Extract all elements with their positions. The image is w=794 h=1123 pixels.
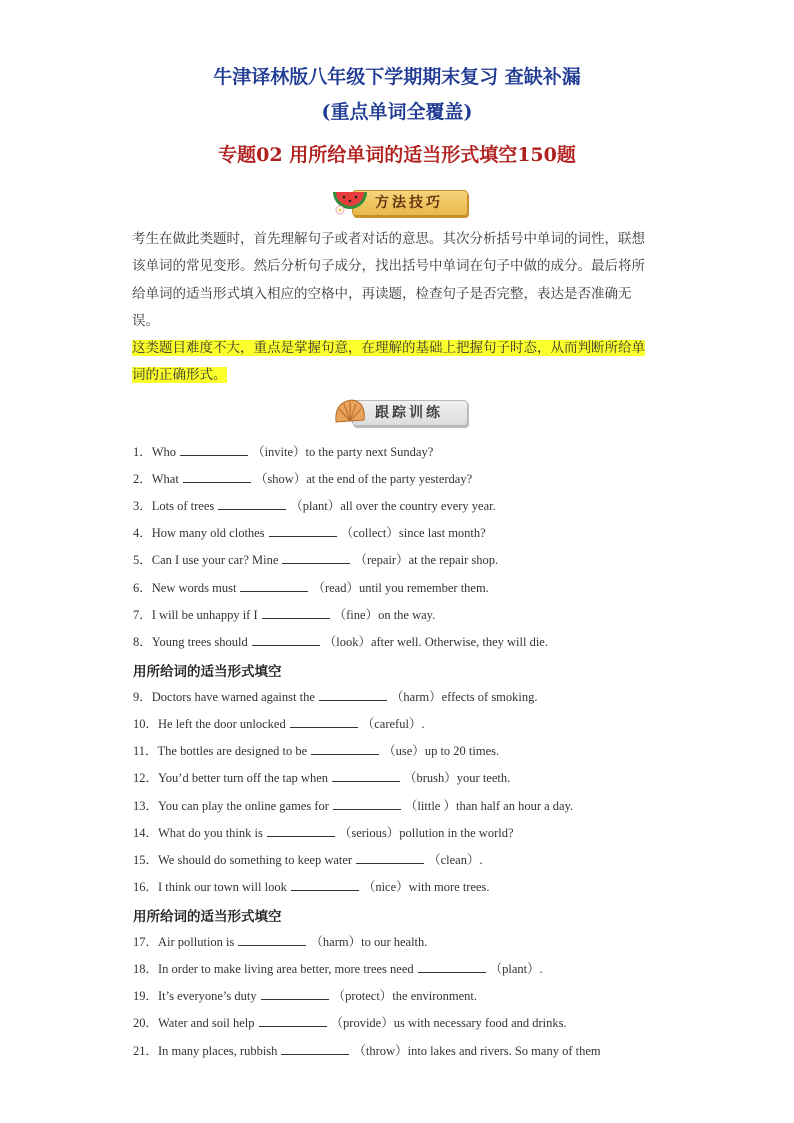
question-item <box>133 796 573 814</box>
answer-blank[interactable] <box>290 717 358 728</box>
answer-blank[interactable] <box>267 826 335 837</box>
given-word: （harm） <box>390 690 442 704</box>
given-word: （provide） <box>330 1016 394 1030</box>
given-word: （look） <box>323 635 371 649</box>
question-text: into lakes and rivers. So many of them <box>407 1044 601 1058</box>
question-item <box>133 850 483 868</box>
question-text: to the party next Sunday? <box>305 445 434 459</box>
question-text: . <box>479 853 483 867</box>
question-item <box>133 523 486 541</box>
question-text: 1．Who <box>133 445 177 459</box>
given-word: （serious） <box>338 826 400 840</box>
answer-blank[interactable] <box>356 853 424 864</box>
given-word: （use） <box>383 744 425 758</box>
question-text: 3．Lots of trees <box>133 499 215 513</box>
given-word: （clean） <box>428 853 480 867</box>
question-item <box>133 687 538 705</box>
question-item <box>133 959 543 977</box>
answer-blank[interactable] <box>333 799 401 810</box>
given-word: （protect） <box>332 989 393 1003</box>
question-text: 19．It’s everyone’s duty <box>133 989 257 1003</box>
question-text: 4．How many old clothes <box>133 526 265 540</box>
given-word: （plant） <box>489 962 540 976</box>
given-word: （read） <box>312 581 359 595</box>
given-word: （fine） <box>333 608 379 622</box>
question-item <box>133 768 510 786</box>
question-item <box>133 1041 601 1059</box>
question-text: 12．You’d better turn off the tap when <box>133 771 328 785</box>
given-word: （little ） <box>404 799 456 813</box>
document-subtitle: (重点单词全覆盖) <box>321 101 473 123</box>
question-text: 8．Young trees should <box>133 635 248 649</box>
question-text: to our health. <box>361 935 428 949</box>
question-text: since last month? <box>398 526 486 540</box>
question-text: 10．He left the door unlocked <box>133 717 286 731</box>
question-item <box>133 550 498 568</box>
question-text: until you remember them. <box>358 581 489 595</box>
question-text: than half an hour a day. <box>455 799 574 813</box>
question-text: at the repair shop. <box>408 553 499 567</box>
question-text: 14．What do you think is <box>133 826 263 840</box>
question-text: 9．Doctors have warned against the <box>133 690 315 704</box>
question-text: 16．I think our town will look <box>133 880 287 894</box>
answer-blank[interactable] <box>311 744 379 755</box>
given-word: （collect） <box>340 526 399 540</box>
given-word: （repair） <box>354 553 409 567</box>
answer-blank[interactable] <box>259 1016 327 1027</box>
answer-blank[interactable] <box>183 472 251 483</box>
section-heading: 用所给词的适当形式填空 <box>133 909 282 925</box>
section-heading: 用所给词的适当形式填空 <box>133 664 282 680</box>
question-text: . <box>539 962 543 976</box>
question-item <box>133 1013 567 1031</box>
given-word: （careful） <box>361 717 422 731</box>
question-text: us with necessary food and drinks. <box>393 1016 567 1030</box>
answer-blank[interactable] <box>291 880 359 891</box>
question-item <box>133 823 514 841</box>
given-word: （plant） <box>290 499 341 513</box>
answer-blank[interactable] <box>281 1044 349 1055</box>
answer-blank[interactable] <box>240 581 308 592</box>
question-text: with more trees. <box>408 880 490 894</box>
question-item <box>133 714 425 732</box>
banner-label: 方法技巧 <box>375 195 443 211</box>
question-text: your teeth. <box>456 771 511 785</box>
question-item <box>133 578 489 596</box>
topic-title: 专题02 用所给单词的适当形式填空150题 <box>218 144 576 166</box>
training-banner <box>330 394 470 428</box>
question-item <box>133 877 490 895</box>
answer-blank[interactable] <box>238 935 306 946</box>
question-text: 6．New words must <box>133 581 237 595</box>
given-word: （invite） <box>252 445 306 459</box>
question-item <box>133 442 433 460</box>
question-item <box>133 741 499 759</box>
question-text: after well. Otherwise, they will die. <box>370 635 548 649</box>
question-text: 2．What <box>133 472 179 486</box>
answer-blank[interactable] <box>319 690 387 701</box>
question-text: all over the country every year. <box>340 499 496 513</box>
question-text: 17．Air pollution is <box>133 935 235 949</box>
question-item <box>133 986 477 1004</box>
question-text: at the end of the party yesterday? <box>306 472 473 486</box>
given-word: （harm） <box>310 935 362 949</box>
question-text: 7．I will be unhappy if I <box>133 608 258 622</box>
answer-blank[interactable] <box>180 445 248 456</box>
answer-blank[interactable] <box>252 635 320 646</box>
question-text: on the way. <box>378 608 436 622</box>
given-word: （show） <box>254 472 307 486</box>
answer-blank[interactable] <box>332 771 400 782</box>
answer-blank[interactable] <box>262 608 330 619</box>
question-item <box>133 605 435 623</box>
question-text: 20．Water and soil help <box>133 1016 255 1030</box>
question-item <box>133 496 496 514</box>
answer-blank[interactable] <box>261 989 329 1000</box>
question-text: effects of smoking. <box>441 690 538 704</box>
question-text: 11．The bottles are designed to be <box>133 744 308 758</box>
method-tips-banner <box>330 184 470 218</box>
question-text: up to 20 times. <box>424 744 500 758</box>
question-text: 5．Can I use your car? Mine <box>133 553 279 567</box>
question-text: 15．We should do something to keep water <box>133 853 353 867</box>
question-item <box>133 632 548 650</box>
question-text: 18．In order to make living area better, more trees need <box>133 962 414 976</box>
given-word: （throw） <box>353 1044 408 1058</box>
answer-blank[interactable] <box>282 553 350 564</box>
question-text: 21．In many places, rubbish <box>133 1044 278 1058</box>
answer-blank[interactable] <box>269 526 337 537</box>
question-text: 13．You can play the online games for <box>133 799 329 813</box>
intro-text <box>132 226 657 390</box>
highlighted-tip: 这类题目难度不大，重点是掌握句意，在理解的基础上把握句子时态，从而判断所给单词的正确形式。 <box>132 340 645 384</box>
question-item <box>133 469 472 487</box>
given-word: （brush） <box>404 771 457 785</box>
question-text: the environment. <box>392 989 478 1003</box>
question-text: . <box>421 717 425 731</box>
question-text: pollution in the world? <box>399 826 514 840</box>
document-title: 牛津译林版八年级下学期期末复习 查缺补漏 <box>213 66 581 88</box>
answer-blank[interactable] <box>418 962 486 973</box>
banner-label: 跟踪训练 <box>375 405 443 421</box>
question-item <box>133 932 427 950</box>
intro-paragraph: 考生在做此类题时，首先理解句子或者对话的意思。其次分析括号中单词的词性，联想该单词的常见变形。然后分析句子成分，找出括号中单词在句子中做的成分。最后将所给单词的适当形式填入相应的空格中，再读题，检查句子是否完整，表达是否准确无误。 <box>132 231 645 329</box>
given-word: （nice） <box>362 880 409 894</box>
answer-blank[interactable] <box>218 499 286 510</box>
